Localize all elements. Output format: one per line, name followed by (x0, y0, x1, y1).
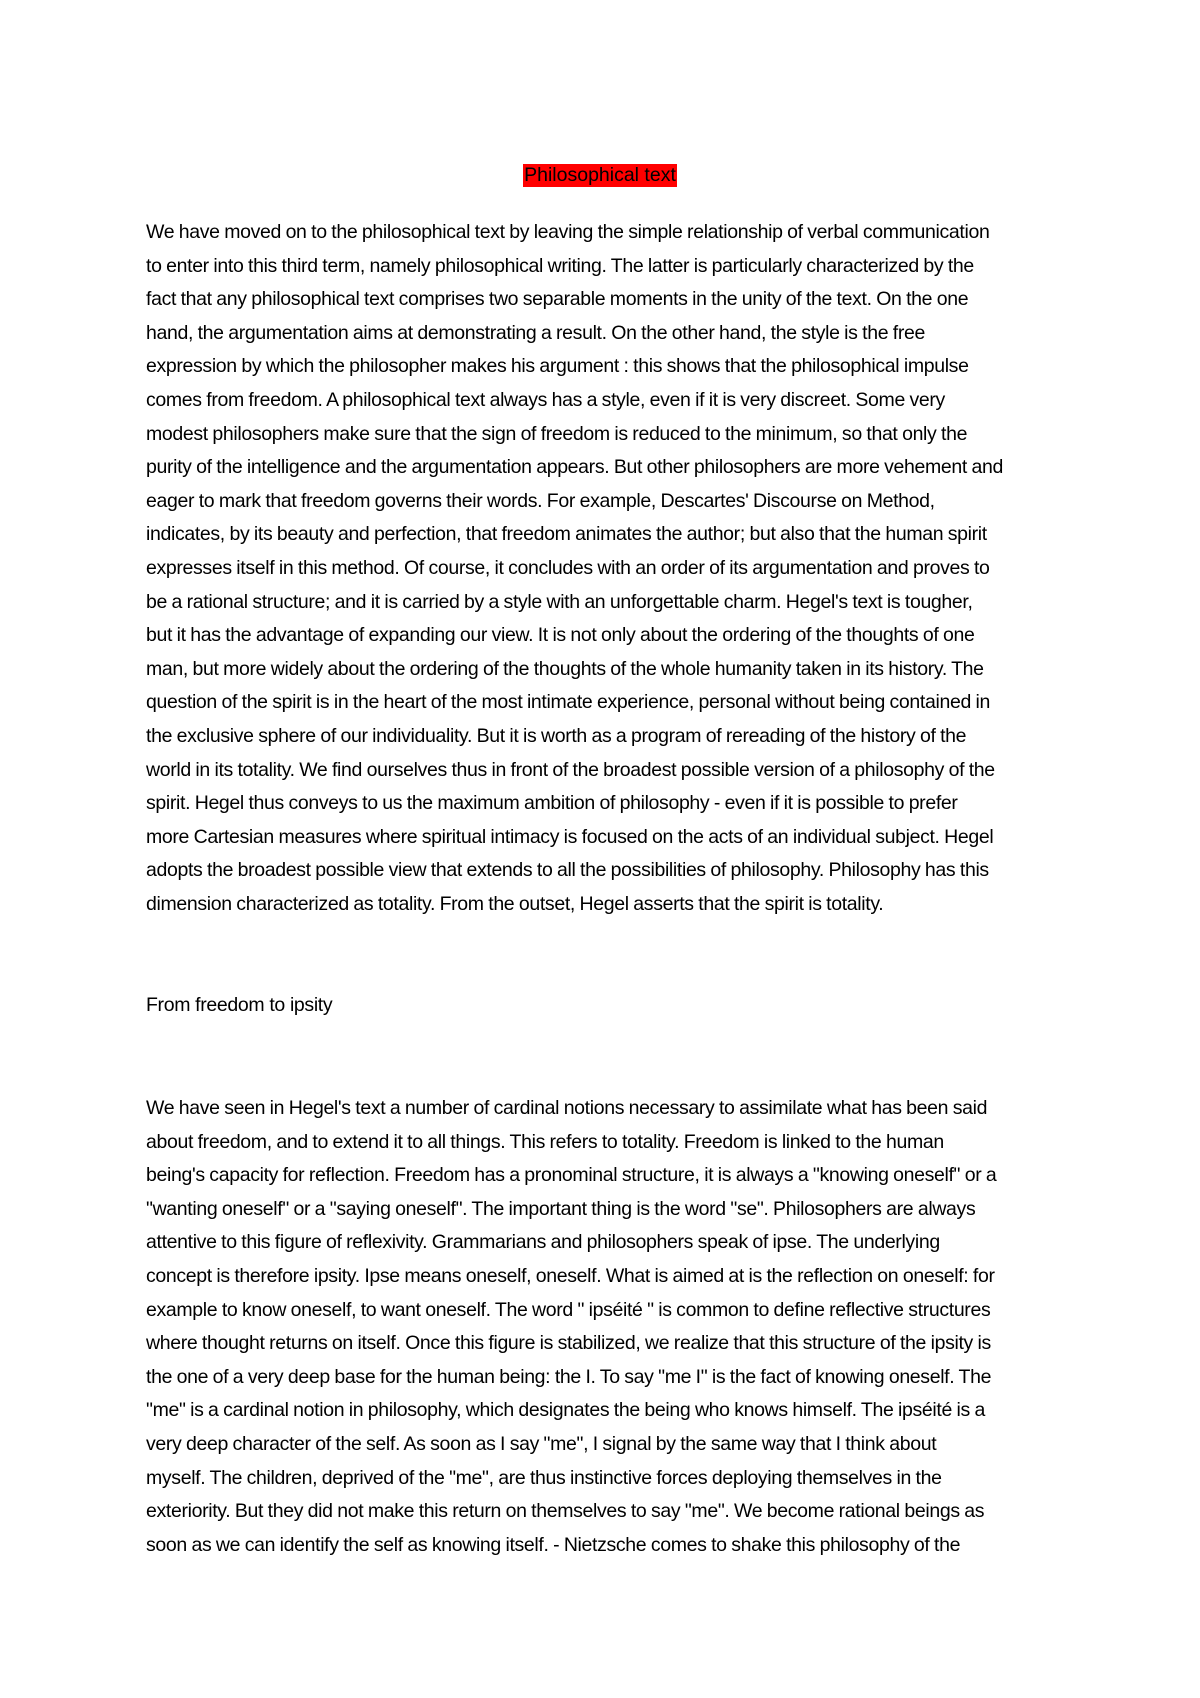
text-line: "wanting oneself" or a "saying oneself". The important thing is the word "se". Philosophers are always (146, 1197, 976, 1220)
text-line: question of the spirit is in the heart of the most intimate experience, personal without being contained in (146, 691, 990, 714)
text-line: concept is therefore ipsity. Ipse means oneself, oneself. What is aimed at is the reflection on oneself: for (146, 1264, 995, 1287)
text-line: but it has the advantage of expanding our view. It is not only about the ordering of the thoughts of one (146, 624, 975, 647)
text-line: attentive to this figure of reflexivity. Grammarians and philosophers speak of ipse. The underlying (146, 1231, 940, 1254)
text-line: to enter into this third term, namely philosophical writing. The latter is particularly characterized by the (146, 254, 974, 277)
text-line: eager to mark that freedom governs their words. For example, Descartes' Discourse on Method, (146, 489, 935, 512)
paragraph-freedom-to-ipsity (146, 1092, 1096, 1562)
text-line: spirit. Hegel thus conveys to us the maximum ambition of philosophy - even if it is possible to prefer (146, 792, 958, 815)
text-line: purity of the intelligence and the argumentation appears. But other philosophers are more vehement and (146, 456, 1004, 479)
text-line: the one of a very deep base for the human being: the I. To say "me I" is the fact of knowing oneself. The (146, 1365, 992, 1388)
text-line: man, but more widely about the ordering of the thoughts of the whole humanity taken in its history. The (146, 657, 984, 680)
text-line: being's capacity for reflection. Freedom has a pronominal structure, it is always a "knowing oneself" or a (146, 1164, 997, 1187)
text-line: world in its totality. We find ourselves thus in front of the broadest possible version of a philosophy of the (146, 758, 995, 781)
text-line: the exclusive sphere of our individuality. But it is worth as a program of rereading of the history of the (146, 724, 967, 747)
text-line: example to know oneself, to want oneself. The word " ipséité " is common to define reflective structures (146, 1298, 991, 1321)
text-line: indicates, by its beauty and perfection, that freedom animates the author; but also that the human spirit (146, 523, 987, 546)
text-line: where thought returns on itself. Once this figure is stabilized, we realize that this structure of the ipsity is (146, 1332, 991, 1355)
text-line: very deep character of the self. As soon as I say "me", I signal by the same way that I think about (146, 1432, 937, 1455)
text-line: We have moved on to the philosophical text by leaving the simple relationship of verbal communication (146, 221, 990, 243)
text-line: be a rational structure; and it is carried by a style with an unforgettable charm. Hegel's text is tougher, (146, 590, 973, 613)
text-line: dimension characterized as totality. From the outset, Hegel asserts that the spirit is totality. (146, 892, 884, 915)
text-line: exteriority. But they did not make this return on themselves to say "me". We become rational beings as (146, 1500, 985, 1523)
text-line: hand, the argumentation aims at demonstrating a result. On the other hand, the style is the free (146, 321, 925, 344)
text-line: fact that any philosophical text comprises two separable moments in the unity of the text. On the one (146, 288, 969, 311)
text-line: soon as we can identify the self as knowing itself. - Nietzsche comes to shake this philosophy of the (146, 1533, 961, 1556)
section-heading: From freedom to ipsity (146, 994, 333, 1016)
text-line: adopts the broadest possible view that extends to all the possibilities of philosophy. Philosophy has this (146, 859, 989, 882)
text-line: "me" is a cardinal notion in philosophy, which designates the being who knows himself. The ipséité is a (146, 1399, 985, 1422)
title-container (0, 164, 1200, 187)
document-title: Philosophical text (524, 164, 676, 186)
text-line: about freedom, and to extend it to all things. This refers to totality. Freedom is linked to the human (146, 1130, 944, 1153)
text-line: We have seen in Hegel's text a number of cardinal notions necessary to assimilate what has been said (146, 1097, 988, 1119)
paragraph-philosophical-text (146, 216, 1096, 921)
text-line: expresses itself in this method. Of course, it concludes with an order of its argumentation and proves to (146, 556, 990, 579)
text-line: more Cartesian measures where spiritual intimacy is focused on the acts of an individual subject. Hegel (146, 825, 994, 848)
text-line: myself. The children, deprived of the "me", are thus instinctive forces deploying themselves in the (146, 1466, 942, 1489)
text-line: modest philosophers make sure that the sign of freedom is reduced to the minimum, so that only the (146, 422, 968, 445)
text-line: expression by which the philosopher makes his argument : this shows that the philosophical impulse (146, 355, 969, 378)
text-line: comes from freedom. A philosophical text always has a style, even if it is very discreet. Some very (146, 388, 945, 411)
